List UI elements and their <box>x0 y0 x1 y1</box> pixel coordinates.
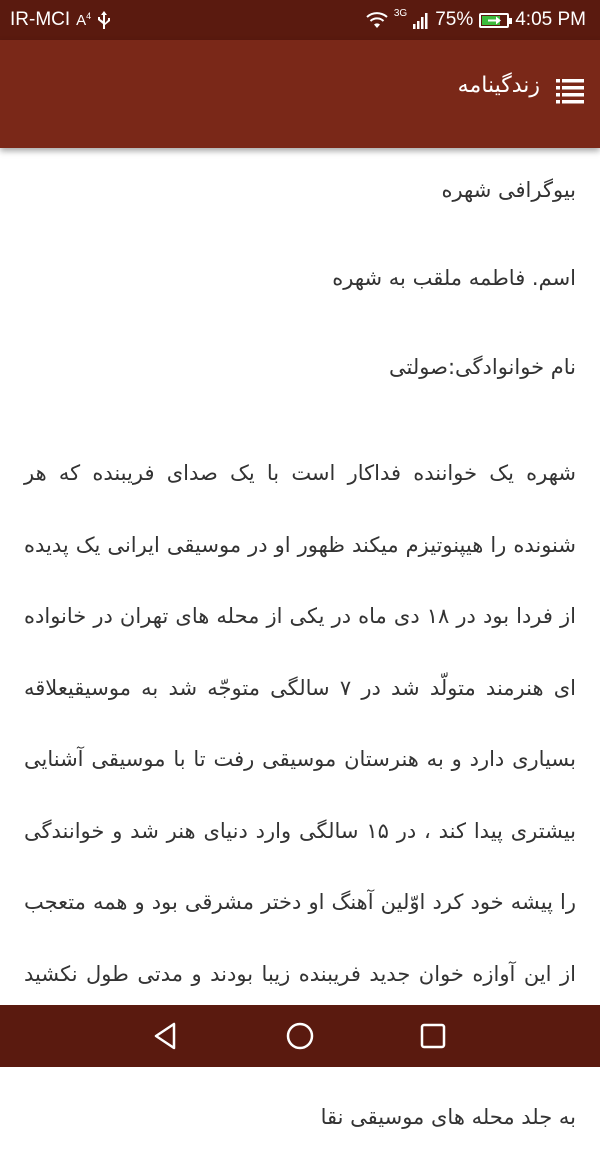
status-right <box>366 9 586 31</box>
signal-icon <box>413 11 429 29</box>
status-left <box>10 9 111 31</box>
wifi-icon <box>366 11 388 29</box>
page-title: زندگینامه <box>457 73 540 98</box>
app-bar <box>0 40 600 148</box>
assistant-icon: $A^4$ <box>76 11 92 29</box>
back-icon[interactable] <box>150 1019 184 1053</box>
network-type: 3G <box>393 7 408 19</box>
navigation-bar <box>0 1005 600 1067</box>
family-name-line: نام خوانوادگی:صولتی <box>389 355 576 379</box>
clock: 4:05 PM <box>515 9 586 30</box>
biography-body: شهره یک خواننده فداکار است با یک صدای فریبنده که هر شنونده را هیپنوتیزم میکند ظهور او در موسیقی ایرانی یک پدیده از فردا بود در ۱۸ دی ماه در یکی از محله های تهران در خانواده ای هنرمند متولّد شد در ۷ سالگی متوجّه شد به موسیقیعلاقه بسیاری دارد و به هنرستان موسیقی رفت تا با موسیقی آشنایی بیشتری پیدا کند ، در ۱۵ سالگی وارد دنیای هنر شد و خوانندگی را پیشه خود کرد اوّلین آهنگ او دختر مشرقی بود و همه متعجب از این آوازه خوان جدید فریبنده زیبا بودند و مدتی طول نکشید به جلد محله های موسیقی نقا <box>24 461 576 1129</box>
carrier-label: IR-MCI <box>10 9 71 30</box>
status-bar <box>0 0 600 40</box>
name-line: اسم. فاطمه ملقب به شهره <box>332 266 576 290</box>
battery-percent: 75% <box>435 9 474 30</box>
home-icon[interactable] <box>283 1019 317 1053</box>
recents-icon[interactable] <box>416 1019 450 1053</box>
menu-icon[interactable] <box>556 78 584 104</box>
biography-content[interactable] <box>0 148 600 1129</box>
battery-charging-icon <box>479 13 509 28</box>
usb-icon <box>97 11 111 29</box>
biography-heading: بیوگرافی شهره <box>441 178 576 202</box>
